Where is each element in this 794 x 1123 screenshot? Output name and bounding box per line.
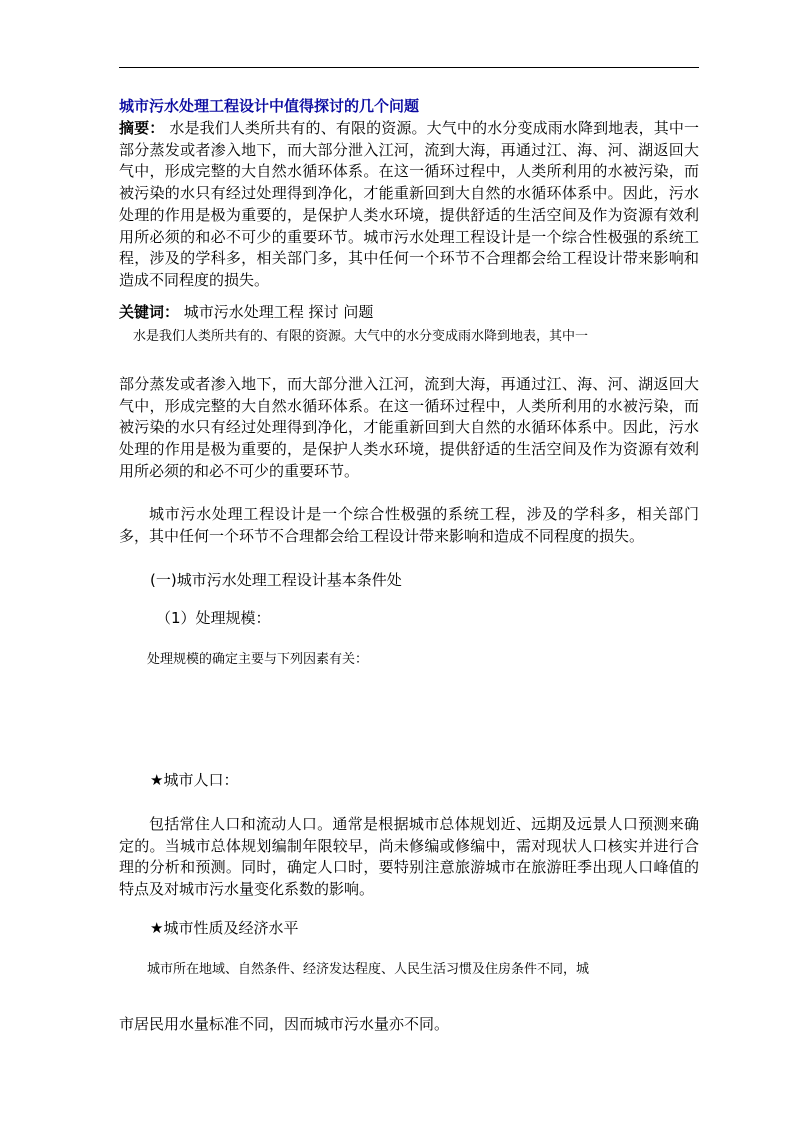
abstract-text: 水是我们人类所共有的、有限的资源。大气中的水分变成雨水降到地表，其中一部分蒸发或者渗入地下，而大部分泄入江河，流到大海，再通过江、海、河、湖返回大气中，形成完整的大自然水循环体系。在这一循环过程中，人类所利用的水被污染，而被污染的水只有经过处理得到净化，才能重新回到大自然的水循环体系中。因此，污水处理的作用是极为重要的，是保护人类水环境，提供舒适的生活空间及作为资源有效利用所必须的和必不可少的重要环节。城市污水处理工程设计是一个综合性极强的系统工程，涉及的学科多，相关部门多，其中任何一个环节不合理都会给工程设计带来影响和造成不同程度的损失。: [119, 119, 699, 289]
body-paragraph-1: 部分蒸发或者渗入地下，而大部分泄入江河，流到大海，再通过江、海、河、湖返回大气中，形成完整的大自然水循环体系。在这一循环过程中，人类所利用的水被污染，而被污染的水只有经过处理得到净化，才能重新回到大自然的水循环体系中。因此，污水处理的作用是极为重要的，是保护人类水环境，提供舒适的生活空间及作为资源有效利用所必须的和必不可少的重要环节。: [119, 375, 699, 480]
star-item-economy: ★城市性质及经济水平: [150, 919, 299, 937]
body-paragraph-4: 市居民用水量标准不同，因而城市污水量亦不同。: [119, 1015, 450, 1033]
star-item-population: ★城市人口：: [150, 771, 239, 789]
abstract-paragraph: [119, 118, 699, 292]
body-paragraph-3: 包括常住人口和流动人口。通常是根据城市总体规划近、远期及远景人口预测来确定的。当城市总体规划编制年限较早，尚未修编或修编中，需对现状人口核实并进行合理的分析和预测。同时，确定人口时，要特别注意旅游城市在旅游旺季出现人口峰值的特点及对城市污水量变化系数的影响。: [119, 815, 699, 899]
header-rule: [119, 67, 699, 68]
intro-small-line: 水是我们人类所共有的、有限的资源。大气中的水分变成雨水降到地表，其中一: [133, 329, 589, 344]
abstract-label: 摘要：: [119, 119, 165, 137]
subsection-heading: （1）处理规模：: [156, 609, 271, 627]
section-heading: (一)城市污水处理工程设计基本条件处: [150, 571, 402, 589]
city-factors-line: 城市所在地域、自然条件、经济发达程度、人民生活习惯及住房条件不同，城: [147, 962, 590, 977]
keywords-line: [119, 302, 699, 324]
body-paragraph-2: 城市污水处理工程设计是一个综合性极强的系统工程，涉及的学科多，相关部门多，其中任何一个环节不合理都会给工程设计带来影响和造成不同程度的损失。: [119, 505, 699, 545]
keywords-text: 城市污水处理工程 探讨 问题: [179, 303, 374, 321]
keywords-label: 关键词：: [119, 303, 180, 321]
document-title: 城市污水处理工程设计中值得探讨的几个问题: [119, 97, 420, 115]
scale-factors-line: 处理规模的确定主要与下列因素有关：: [147, 652, 369, 667]
